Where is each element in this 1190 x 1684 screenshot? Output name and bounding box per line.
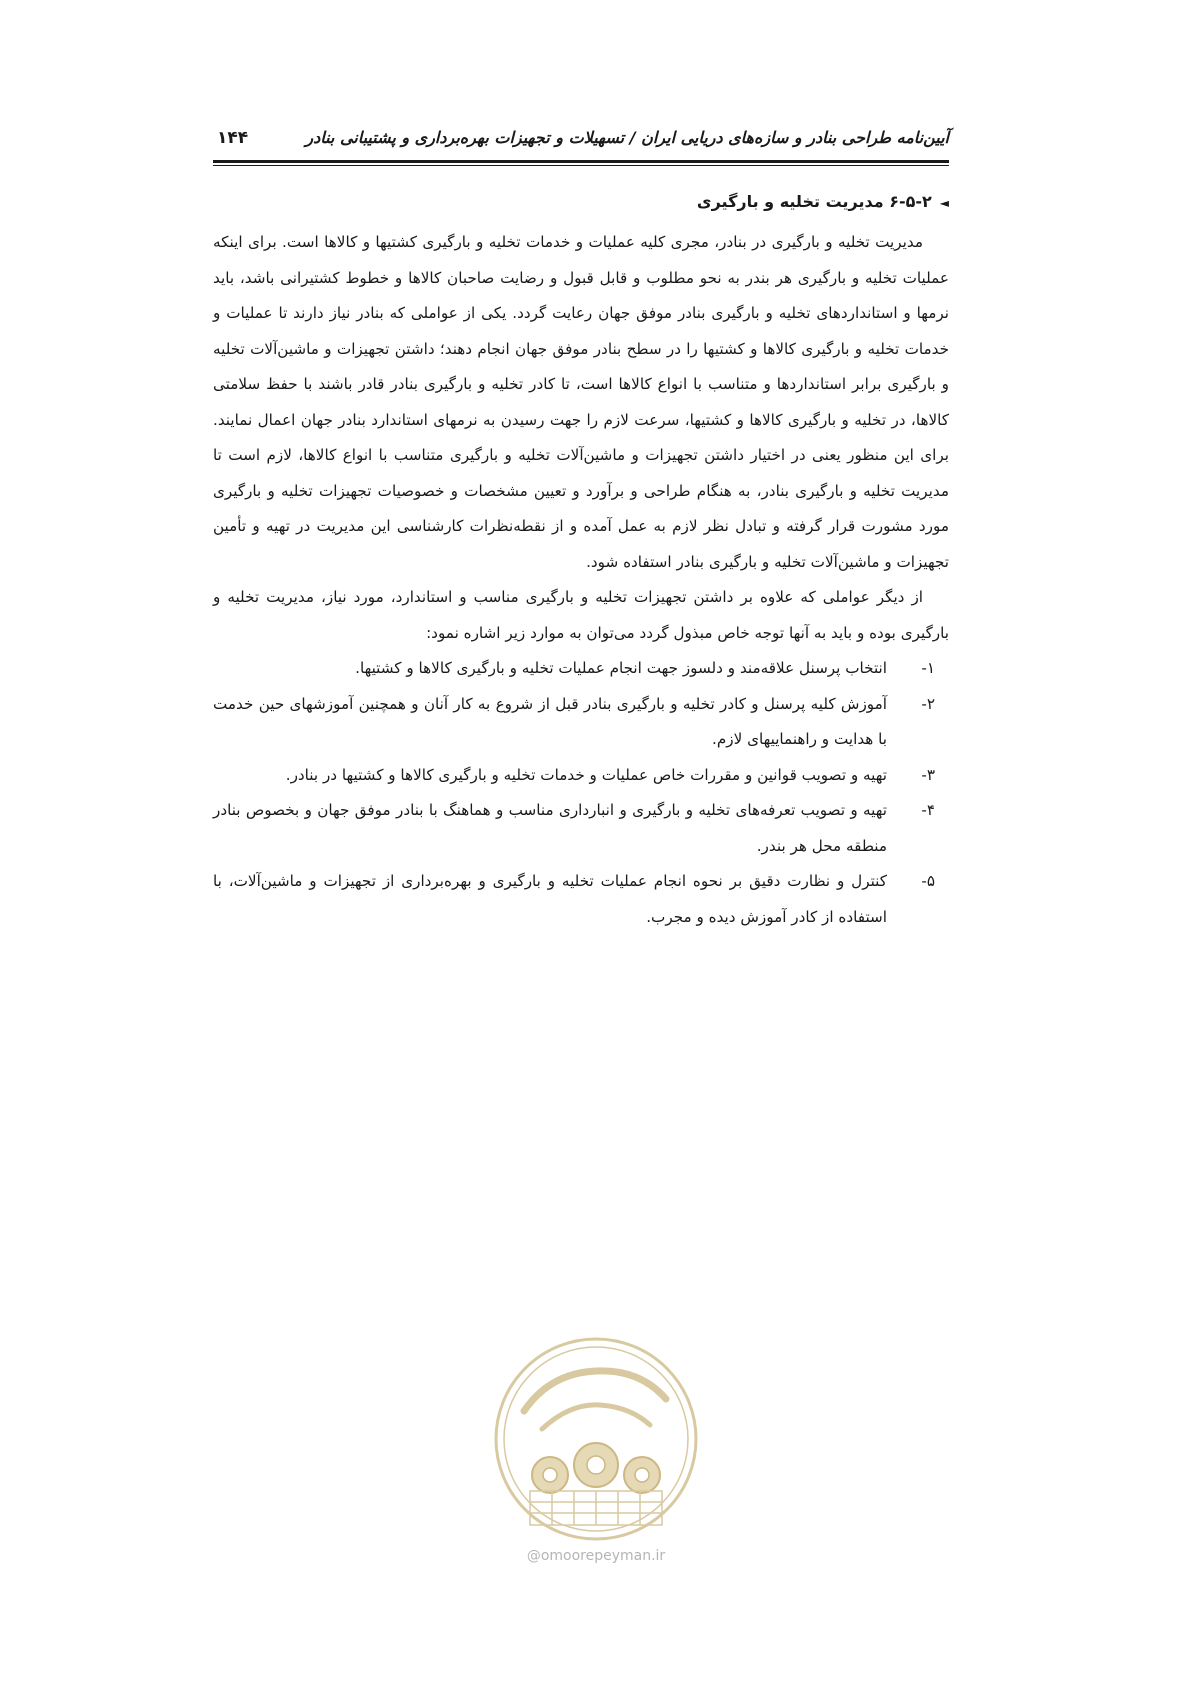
section-heading — [213, 185, 949, 220]
page-body — [213, 185, 949, 935]
header-rule-thin — [213, 165, 949, 166]
list-item-number: ۳- — [921, 765, 935, 784]
list-item — [213, 651, 949, 687]
triangle-bullet-icon: ◄ — [939, 196, 949, 210]
list-item — [213, 687, 949, 758]
running-header — [213, 126, 949, 156]
list-item-number: ۴- — [921, 801, 935, 819]
list-item-text: تهیه و تصویب تعرفه‌های تخلیه و بارگیری و انبارداری مناسب و هماهنگ با بنادر موفق جهان و بخصوص بنادر منطقه محل هر بندر. — [213, 801, 887, 855]
list-item-number: ۱- — [921, 659, 935, 677]
list-item-text: آموزش کلیه پرسنل و کادر تخلیه و بارگیری بنادر قبل از شروع به کار آنان و همچنین آموزشهای حین خدمت با هدایت و راهنماییهای لازم. — [213, 694, 887, 748]
header-rule — [213, 160, 949, 163]
list-item — [213, 864, 949, 935]
list-item-text: تهیه و تصویب قوانین و مقررات خاص عملیات و خدمات تخلیه و بارگیری کالاها و کشتیها در بنادر. — [285, 765, 887, 784]
list-item — [213, 793, 949, 864]
header-title: آیین‌نامه طراحی بنادر و سازه‌های دریایی ایران / تسهیلات و تجهیزات بهره‌برداری و پشتیبانی بنادر — [305, 128, 949, 147]
watermark-url: @omoorepeyman.ir — [526, 1548, 666, 1564]
watermark-logo — [490, 1333, 702, 1545]
list-item — [213, 758, 949, 794]
paragraph: مدیریت تخلیه و بارگیری در بنادر، مجری کلیه عملیات و خدمات تخلیه و بارگیری کشتیها و کالاها است. برای اینکه عملیات تخلیه و بارگیری هر بندر به نحو مطلوب و قابل قبول و رضایت صاحبان کالاها و خطوط کشتیرانی باشد، باید نرمها و استانداردهای تخلیه و بارگیری بنادر موفق جهان رعایت گردد. یکی از عواملی که بنادر نیاز دارند تا عملیات و خدمات تخلیه و بارگیری کالاها و کشتیها را در سطح بنادر موفق جهان انجام دهند؛ داشتن تجهیزات و ماشین‌آلات تخلیه و بارگیری برابر استانداردها و متناسب با انواع کالاها است، تا کادر تخلیه و بارگیری بنادر قادر باشند با حفظ سلامتی کالاها، در تخلیه و بارگیری کالاها و کشتیها، سرعت لازم را جهت رسیدن به نرمهای استاندارد بنادر جهان اعمال نمایند. برای این منظور یعنی در اختیار داشتن تجهیزات و ماشین‌آلات تخلیه و بارگیری متناسب با انواع کالاها، لازم است تا مدیریت تخلیه و بارگیری بنادر، به هنگام طراحی و برآورد و تعیین مشخصات و خصوصیات تجهیزات تخلیه و بارگیری مورد مشورت قرار گرفته و تبادل نظر لازم به عمل آمده و از نقطه‌نظرات کارشناسی این مدیریت در تهیه و تأمین تجهیزات و ماشین‌آلات تخلیه و بارگیری بنادر استفاده شود. — [213, 233, 949, 571]
numbered-list — [213, 651, 949, 935]
list-item-text: انتخاب پرسنل علاقه‌مند و دلسوز جهت انجام عملیات تخلیه و بارگیری کالاها و کشتیها. — [355, 659, 887, 677]
paragraph: از دیگر عواملی که علاوه بر داشتن تجهیزات تخلیه و بارگیری مناسب و استاندارد، مورد نیاز، مدیریت تخلیه و بارگیری بوده و باید به آنها توجه خاص مبذول گردد می‌توان به موارد زیر اشاره نمود: — [213, 588, 949, 642]
page-number: ۱۴۴ — [217, 128, 249, 148]
list-item-number: ۵- — [921, 872, 935, 890]
list-item-number: ۲- — [921, 694, 935, 713]
list-item-text: کنترل و نظارت دقیق بر نحوه انجام عملیات تخلیه و بارگیری و بهره‌برداری از تجهیزات و ماشین‌آلات، با استفاده از کادر آموزش دیده و مجرب. — [213, 872, 887, 926]
section-heading-text: ۶-۵-۲ مدیریت تخلیه و بارگیری — [696, 192, 932, 211]
